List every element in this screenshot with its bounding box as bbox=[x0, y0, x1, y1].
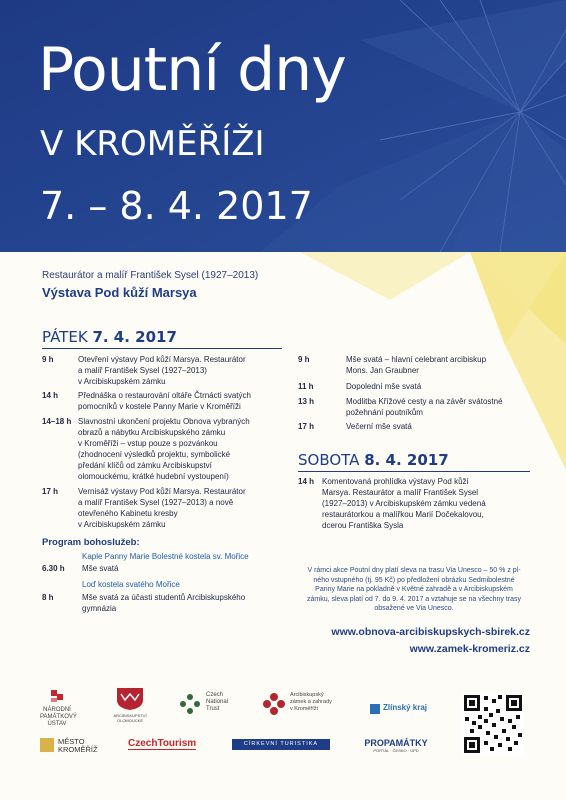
friday-label: PÁTEK bbox=[42, 328, 88, 346]
event-text: v Arcibiskupském zámku bbox=[78, 520, 166, 529]
event-text: Modlitba Křížové cesty a na závěr svátostné bbox=[346, 397, 503, 406]
logo-text: NÁRODNÍ bbox=[43, 707, 71, 713]
logo-text: v Kroměříži bbox=[290, 706, 318, 712]
event-text: Slavnostní ukončení projektu Obnova vybraných bbox=[78, 417, 250, 426]
friday-event-3 bbox=[42, 416, 282, 484]
event-text: Vernisáž výstavy Pod kůží Marsya. Restaurátor bbox=[78, 487, 246, 496]
friday-heading bbox=[42, 328, 177, 346]
note-line: Panny Marie na pokladně v Květné zahradě a v Arcibiskupském bbox=[315, 586, 513, 593]
event-time: 17 h bbox=[42, 487, 59, 496]
event-text: Mše svatá za účasti studentů Arcibiskupského gymnázia bbox=[82, 593, 246, 613]
program-place-2: Loď kostela svatého Mořice bbox=[82, 580, 180, 589]
friday-date: 7. 4. 2017 bbox=[92, 328, 177, 346]
event-text: v Kroměříži – vstup pouze s pozvánkou bbox=[78, 439, 218, 448]
intro-exhibition: Výstava Pod kůží Marsya bbox=[42, 285, 197, 300]
event-time: 14 h bbox=[298, 477, 315, 486]
event-dates: 7. – 8. 4. 2017 bbox=[40, 184, 313, 228]
event-text: předání klíčů od zámku Arcibiskupství bbox=[78, 461, 212, 470]
event-time: 6.30 h bbox=[42, 564, 65, 573]
note-line: zámku, sleva platí od 7. do 9. 4. 2017 a vztahuje se na všechny trasy bbox=[306, 595, 521, 603]
event-text: Marsya. Restaurátor a malíř František Sysel bbox=[322, 488, 479, 497]
note-line: ného vstupného (tj. 95 Kč) po předložení obrázku Sedmibolestné bbox=[313, 576, 515, 584]
event-time: 9 h bbox=[298, 355, 310, 364]
saturday-label: SOBOTA bbox=[298, 451, 360, 469]
intro-artist: Restaurátor a malíř František Sysel (1927–2013) bbox=[42, 270, 259, 281]
event-text: a malíř František Sysel (1927–2013) bbox=[78, 366, 207, 375]
saturday-event-1 bbox=[298, 476, 538, 534]
event-text: (1927–2013) v Arcibiskupském zámku vedená bbox=[322, 499, 486, 508]
logo-text: CzechTourism bbox=[128, 738, 197, 749]
event-text: obrazů a nábytku Arcibiskupského zámku bbox=[78, 428, 226, 437]
friday-divider bbox=[42, 348, 282, 349]
logo-text: Czech bbox=[206, 692, 224, 698]
saturday-heading bbox=[298, 451, 449, 469]
event-time: 8 h bbox=[42, 593, 54, 602]
note-line: obsažené ve Via Unesco. bbox=[374, 605, 454, 612]
event-text: Mše svatá bbox=[82, 564, 119, 573]
event-text: Dopolední mše svatá bbox=[346, 382, 422, 391]
logo-text: zámek a zahrady bbox=[290, 699, 332, 705]
logo-text: Zlínský kraj bbox=[383, 703, 428, 712]
saturday-date: 8. 4. 2017 bbox=[364, 451, 449, 469]
event-time: 14 h bbox=[42, 391, 59, 400]
event-text: Přednáška o restaurování oltáře Čtrnácti svatých bbox=[78, 391, 251, 400]
friday-event-2 bbox=[42, 390, 282, 414]
logo-text: Trust bbox=[206, 706, 220, 712]
program-mass-1 bbox=[42, 563, 282, 575]
logo-text: PORTÁL · ČESKO · UPD bbox=[373, 748, 419, 753]
saturday-divider bbox=[298, 471, 530, 472]
event-text: Večerní mše svatá bbox=[346, 422, 412, 431]
logo-text: PROPAMÁTKY bbox=[364, 738, 428, 748]
propamatky-logo bbox=[356, 738, 436, 754]
event-time: 11 h bbox=[298, 382, 314, 391]
logo-text: Arcibiskupský bbox=[290, 692, 324, 698]
friday-event-1 bbox=[42, 354, 282, 390]
region-icon bbox=[370, 704, 380, 714]
event-text: požehnání poutníkům bbox=[346, 408, 423, 417]
friday-right-event-1 bbox=[298, 354, 538, 378]
czechtourism-logo bbox=[128, 740, 208, 749]
cirkevni-turistika-logo bbox=[232, 739, 330, 750]
discount-note bbox=[298, 566, 530, 614]
npu-emblem-icon bbox=[46, 688, 68, 704]
url-obnova-link[interactable]: www.obnova-arcibiskupskych-sbirek.cz bbox=[331, 626, 530, 638]
page-title: Poutní dny bbox=[38, 35, 346, 105]
logo-text: MĚSTO bbox=[58, 737, 85, 746]
city-emblem-icon bbox=[40, 738, 54, 752]
friday-right-event-3 bbox=[298, 396, 538, 420]
event-text: pomocníků v kostele Panny Marie v Kroměříži bbox=[78, 402, 241, 411]
note-line: V rámci akce Poutní dny platí sleva na trasu Via Unesco – 50 % z pl- bbox=[307, 567, 521, 574]
event-text: a malíř František Sysel (1927–2013) a nově bbox=[78, 498, 234, 507]
friday-right-event-4 bbox=[298, 421, 538, 433]
logo-text: ARCIBISKUPSTVÍ OLOMOUCKÉ bbox=[113, 713, 147, 723]
event-text: v Arcibiskupském zámku bbox=[78, 377, 166, 386]
page-subtitle: V KROMĚŘÍŽI bbox=[40, 124, 265, 164]
event-text: Komentovaná prohlídka výstavy Pod kůží bbox=[322, 477, 469, 486]
event-time: 17 h bbox=[298, 422, 315, 431]
qr-code[interactable] bbox=[462, 693, 524, 755]
event-text: restaurátorkou a malířkou Marií Dočekalovou, bbox=[322, 510, 484, 519]
logo-text: National bbox=[206, 699, 229, 705]
friday-right-event-2 bbox=[298, 381, 538, 393]
flower-icon bbox=[178, 692, 202, 716]
logo-text: CÍRKEVNÍ TURISTIKA bbox=[243, 741, 319, 747]
event-text: dcerou Františka Sysla bbox=[322, 521, 404, 530]
event-text: Mons. Jan Graubner bbox=[346, 366, 419, 375]
logo-text: PAMÁTKOVÝ bbox=[40, 714, 77, 720]
event-text: olomouckému, krátké hudební vystoupení) bbox=[78, 472, 229, 481]
program-heading: Program bohoslužeb: bbox=[42, 537, 140, 548]
program-mass-2 bbox=[42, 592, 282, 616]
logo-text: KROMĚŘÍŽ bbox=[58, 745, 98, 754]
logo-text: ÚSTAV bbox=[47, 721, 67, 727]
intro-block bbox=[42, 270, 258, 300]
event-text: (zhodnocení výsledků projektu, symbolické bbox=[78, 450, 231, 459]
url-zamek-link[interactable]: www.zamek-kromeriz.cz bbox=[409, 643, 530, 655]
ornament-icon bbox=[262, 692, 286, 716]
event-time: 9 h bbox=[42, 355, 54, 364]
event-text: otevřeného Kabinetu kresby bbox=[78, 509, 178, 518]
arcibiskupstvi-logo bbox=[108, 686, 152, 723]
shield-icon bbox=[115, 686, 145, 710]
event-text: Mše svatá – hlavní celebrant arcibiskup bbox=[346, 355, 487, 364]
event-text: Otevření výstavy Pod kůží Marsya. Restaurátor bbox=[78, 355, 246, 364]
event-time: 13 h bbox=[298, 397, 315, 406]
qr-code-icon bbox=[462, 693, 524, 755]
npu-logo bbox=[40, 688, 77, 728]
program-place-1: Kaple Panny Marie Bolestné kostela sv. Mořice bbox=[82, 552, 249, 561]
friday-event-4 bbox=[42, 486, 282, 532]
event-time: 14–18 h bbox=[42, 417, 72, 426]
